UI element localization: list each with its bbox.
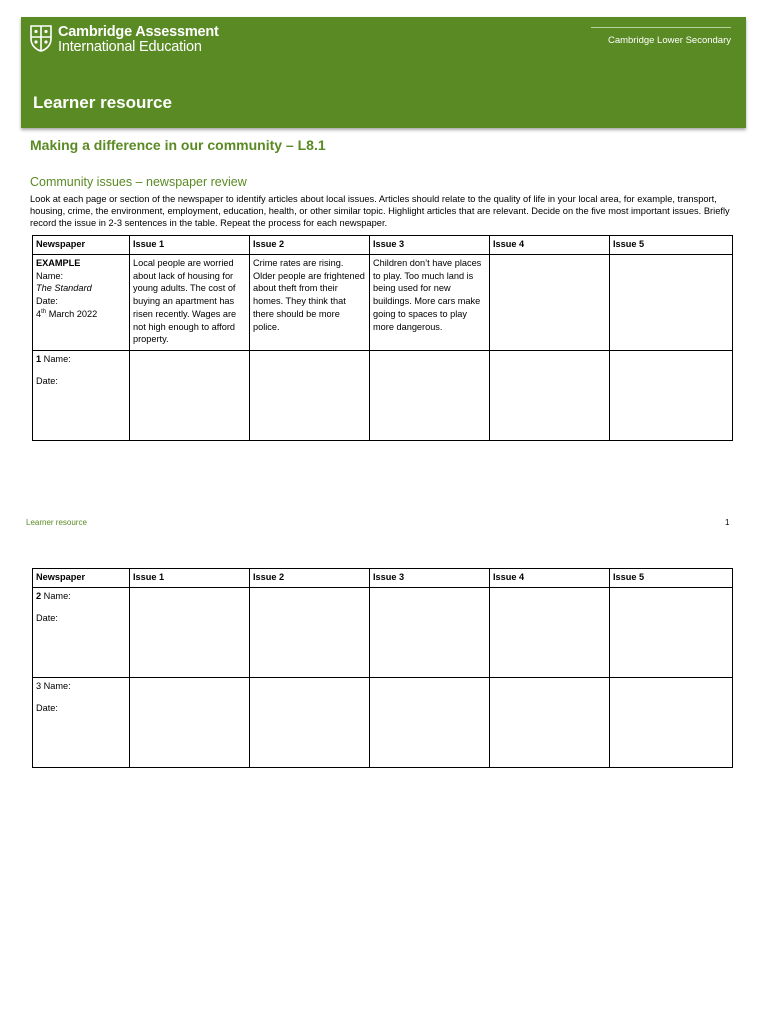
- header-issue-2: Issue 2: [250, 236, 370, 255]
- entry-3-newspaper-cell[interactable]: [33, 678, 130, 768]
- section-title: Community issues – newspaper review: [30, 175, 247, 189]
- entry-2-issue-4[interactable]: [490, 588, 610, 678]
- header-issue-1: Issue 1: [130, 236, 250, 255]
- header-issue-4: Issue 4: [490, 569, 610, 588]
- example-date-day: 4: [36, 308, 42, 319]
- logo: [30, 25, 219, 55]
- entry-2-issue-5[interactable]: [610, 588, 733, 678]
- instructions-text: Look at each page or section of the newspaper to identify articles about local issues. Articles should relate to the quality of life in your local area, for example, transport, housing, crime, the environment, employment, education, health, or other similar topic. Highlight articles that are relevant. Decide on the five most important issues. Briefly record the issue in 2-3 sentences in the table. Repeat the process for each newspaper.: [30, 194, 730, 229]
- header-issue-4: Issue 4: [490, 236, 610, 255]
- entry-3-issue-5[interactable]: [610, 678, 733, 768]
- entry-3-issue-2[interactable]: [250, 678, 370, 768]
- example-date-suffix: th: [41, 308, 47, 315]
- header-issue-5: Issue 5: [610, 569, 733, 588]
- entry-2-name-label: Name:: [41, 591, 71, 601]
- example-date-rest: March 2022: [46, 308, 98, 319]
- header-issue-2: Issue 2: [250, 569, 370, 588]
- entry-3-name: [36, 680, 126, 693]
- programme-label: Cambridge Lower Secondary: [591, 27, 731, 46]
- entry-3-issue-3[interactable]: [370, 678, 490, 768]
- example-date-value: [36, 308, 126, 321]
- table-row-example: [33, 255, 733, 351]
- example-issue-1: Local people are worried about lack of housing for young adults. The cost of buying an apartment has risen recently. Wages are not high enough to afford property.: [130, 255, 250, 351]
- entry-1-name-label: Name:: [41, 354, 71, 364]
- entry-3-issue-1[interactable]: [130, 678, 250, 768]
- newspaper-review-table-1: [32, 235, 733, 441]
- example-date-label: Date:: [36, 296, 58, 307]
- banner-title: Learner resource: [33, 93, 172, 112]
- entry-2-number: 2: [36, 591, 42, 601]
- entry-1-date-label: Date:: [36, 375, 58, 386]
- document-title: Making a difference in our community – L8.1: [30, 137, 326, 153]
- entry-2-name: [36, 590, 126, 603]
- header-banner: [21, 17, 746, 128]
- entry-1-number: 1: [36, 354, 42, 364]
- newspaper-review-table-2: [32, 568, 733, 768]
- table-row-entry-3: [33, 678, 733, 768]
- header-newspaper: Newspaper: [33, 236, 130, 255]
- table-row-entry-2: [33, 588, 733, 678]
- entry-2-date-label: Date:: [36, 612, 58, 623]
- table-header-row: [33, 236, 733, 255]
- entry-1-newspaper-cell[interactable]: [33, 351, 130, 441]
- example-issue-5[interactable]: [610, 255, 733, 351]
- header-newspaper: Newspaper: [33, 569, 130, 588]
- header-issue-1: Issue 1: [130, 569, 250, 588]
- entry-2-issue-3[interactable]: [370, 588, 490, 678]
- entry-3-date-label: Date:: [36, 702, 58, 713]
- example-label: EXAMPLE: [36, 258, 81, 268]
- example-newspaper-cell: [33, 255, 130, 351]
- entry-1-issue-3[interactable]: [370, 351, 490, 441]
- cambridge-crest-icon: [30, 25, 52, 52]
- page-number: 1: [725, 518, 730, 527]
- footer-label: Learner resource: [26, 518, 87, 527]
- entry-1-issue-5[interactable]: [610, 351, 733, 441]
- entry-2-issue-1[interactable]: [130, 588, 250, 678]
- entry-1-name: [36, 353, 126, 366]
- header-issue-5: Issue 5: [610, 236, 733, 255]
- organisation-name-line1: Cambridge Assessment: [58, 24, 219, 40]
- header-issue-3: Issue 3: [370, 236, 490, 255]
- entry-2-newspaper-cell[interactable]: [33, 588, 130, 678]
- example-name-value: The Standard: [36, 283, 92, 294]
- entry-3-issue-4[interactable]: [490, 678, 610, 768]
- example-issue-3: Children don’t have places to play. Too much land is being used for new buildings. More cars make going to spaces to play more dangerous.: [370, 255, 490, 351]
- entry-3-name-label: 3 Name:: [36, 681, 71, 691]
- organisation-name-line2: International Education: [58, 39, 202, 55]
- example-issue-4[interactable]: [490, 255, 610, 351]
- table-header-row: [33, 569, 733, 588]
- entry-1-issue-1[interactable]: [130, 351, 250, 441]
- table-row-entry-1: [33, 351, 733, 441]
- example-issue-2: Crime rates are rising. Older people are frightened about theft from their homes. They think that there should be more police.: [250, 255, 370, 351]
- organisation-name: [58, 25, 219, 55]
- entry-1-issue-2[interactable]: [250, 351, 370, 441]
- entry-1-issue-4[interactable]: [490, 351, 610, 441]
- example-name-label: Name:: [36, 270, 64, 281]
- entry-2-issue-2[interactable]: [250, 588, 370, 678]
- header-issue-3: Issue 3: [370, 569, 490, 588]
